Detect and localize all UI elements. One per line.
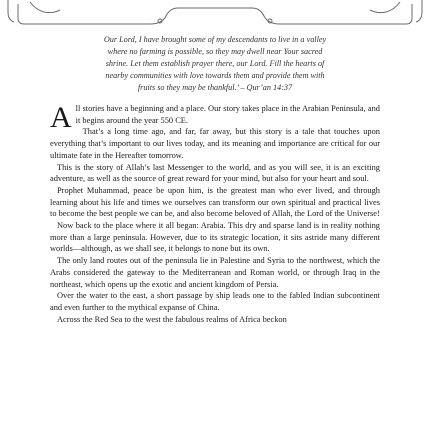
paragraph: Across the Red Sea to the west the fabulous realms of Africa beckon [57,314,287,324]
paragraph: That’s a long time ago, and far, far away, but this story is a tale that touches upon everything that’s important to our lives today, and its meaning and importance are critical for our ultimate fate in the Hereafter tomorrow. [50,127,380,160]
epigraph-line: where no farming is possible, so they may dwell near Your sacred [107,47,323,57]
epigraph-line: nearby communities with love towards them and provide them with [105,71,325,81]
paragraph: Prophet Muhammad, peace be upon him, is the greatest man who ever lived, and through learning about his life and times we ourselves can transform our own spiritual and practical lives to become the best people we can be, and also become beloved of Allah, the Lord of the Universe! [50,185,380,219]
epigraph-line: shrine. Let them establish prayer there, our Lord. Fill the hearts of [105,59,325,69]
epigraph-line: fruits so they may be thankful.’ – Qur’an 14:37 [137,83,293,93]
drop-cap: A [50,101,72,134]
paragraph: Over the water to the east, a short passage by ship leads one to the fabled Indian subcontinent and even further to the mythical expanse of China. [50,291,380,312]
paragraph: Now back to the place where it all began: Arabia. This dry and sparse land is in reality nothing more than a large peninsula. However, due to its strategic location, it sits astride many different worlds—although, as we shall see, it belongs to none but its own. [50,221,380,254]
decorative-frame-top [0,0,430,30]
paragraph: This is the story of Allah’s last Messenger to the world, and as you will see, it is an exciting adventure, as well as the source of great reward for your mind, but also for your heart and soul. [50,162,380,184]
chapter-body [50,103,380,325]
paragraph-opening [50,101,380,134]
paragraph: The only land routes out of the peninsula lie in Palestine and Syria to the northwest, which the Arabs considered the gateway to the Mediterranean and Roman world, or through Iraq in the northeast, which opens up the exotic and ancient kingdom of Persia. [50,256,380,289]
epigraph-quote [62,34,368,94]
epigraph-line: Our Lord, I have brought some of my descendants to live in a valley [103,35,327,44]
paragraph-text: ll stories have a beginning and a place. Our story takes place in the Arabian Peninsula, and it begins around the year 550 CE. [75,104,380,125]
